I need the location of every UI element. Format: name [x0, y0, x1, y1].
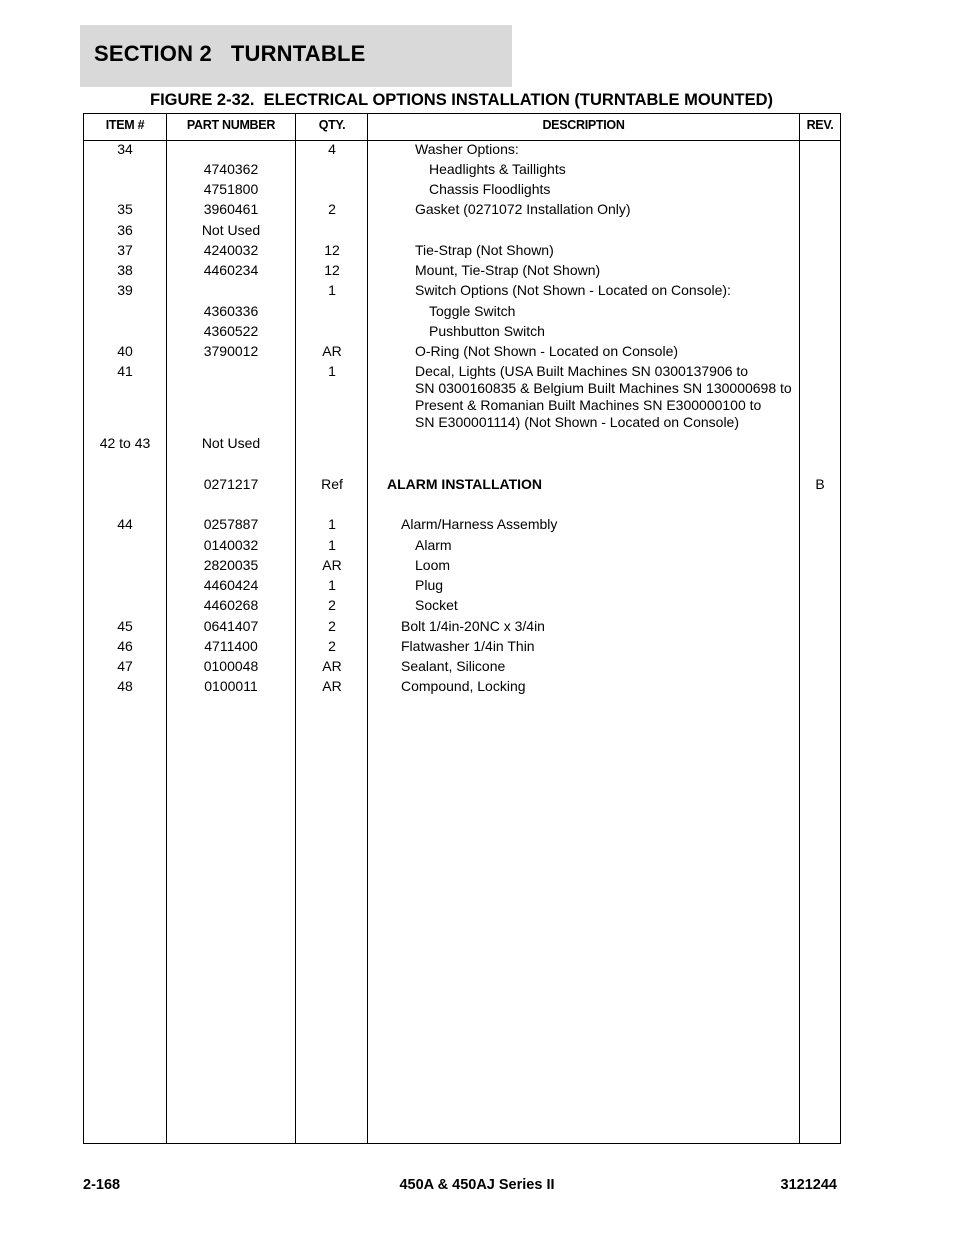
- description: Washer Options:: [415, 141, 519, 157]
- header-part-number: PART NUMBER: [186, 118, 276, 132]
- part-number: Not Used: [201, 222, 261, 238]
- part-number: 4740362: [203, 161, 259, 177]
- header-item: ITEM #: [105, 118, 145, 132]
- part-number: 0140032: [203, 537, 259, 553]
- description: Socket: [415, 597, 458, 613]
- quantity: 1: [328, 282, 336, 298]
- part-number: 0641407: [203, 618, 259, 634]
- figure-title: FIGURE 2-32. ELECTRICAL OPTIONS INSTALLATION (TURNTABLE MOUNTED): [149, 91, 774, 109]
- description: Sealant, Silicone: [401, 658, 506, 674]
- item-number: 37: [117, 242, 133, 258]
- item-number: 40: [117, 343, 133, 359]
- item-number: 42 to 43: [99, 435, 151, 451]
- quantity: AR: [322, 678, 342, 694]
- description: Alarm/Harness Assembly: [401, 516, 558, 532]
- description: Gasket (0271072 Installation Only): [415, 201, 631, 217]
- description: O-Ring (Not Shown - Located on Console): [415, 343, 679, 359]
- model-name: 450A & 450AJ Series II: [399, 1177, 555, 1193]
- item-number: 46: [117, 638, 133, 654]
- item-number: 47: [117, 658, 133, 674]
- quantity: Ref: [321, 476, 343, 492]
- item-number: 36: [117, 222, 133, 238]
- quantity: AR: [322, 557, 342, 573]
- column-divider: [799, 114, 800, 1143]
- quantity: 1: [328, 577, 336, 593]
- description: ALARM INSTALLATION: [387, 476, 543, 492]
- part-number: Not Used: [201, 435, 261, 451]
- description: Bolt 1/4in-20NC x 3/4in: [401, 618, 545, 634]
- description: Headlights & Taillights: [429, 161, 566, 177]
- description: Tie-Strap (Not Shown): [415, 242, 554, 258]
- header-rev: REV.: [806, 118, 834, 132]
- description: Chassis Floodlights: [429, 181, 551, 197]
- quantity: 2: [328, 618, 336, 634]
- description: Pushbutton Switch: [429, 323, 545, 339]
- item-number: 41: [117, 363, 133, 379]
- item-number: 45: [117, 618, 133, 634]
- quantity: 1: [328, 516, 336, 532]
- item-number: 39: [117, 282, 133, 298]
- quantity: AR: [322, 658, 342, 674]
- page-number: 2-168: [83, 1177, 121, 1193]
- item-number: 44: [117, 516, 133, 532]
- item-number: 35: [117, 201, 133, 217]
- description: Compound, Locking: [401, 678, 526, 694]
- part-number: 4751800: [203, 181, 259, 197]
- part-number: 4240032: [203, 242, 259, 258]
- quantity: 2: [328, 597, 336, 613]
- quantity: 1: [328, 363, 336, 379]
- revision: B: [815, 476, 825, 492]
- part-number: 0257887: [203, 516, 259, 532]
- description: Mount, Tie-Strap (Not Shown): [415, 262, 601, 278]
- header-qty: QTY.: [318, 118, 346, 132]
- part-number: 0100048: [203, 658, 259, 674]
- part-number: 2820035: [203, 557, 259, 573]
- description: Toggle Switch: [429, 303, 516, 319]
- description: Switch Options (Not Shown - Located on Console):: [415, 282, 731, 298]
- part-number: 3960461: [203, 201, 259, 217]
- part-number: 0100011: [204, 678, 258, 694]
- part-number: 4711400: [204, 638, 258, 654]
- description: Decal, Lights (USA Built Machines SN 0300137906 to SN 0300160835 & Belgium Built Machines SN 130000698 to Present & Romanian Built Machines SN E300000100 to SN E300001114) (Not Shown - Located on Console): [415, 363, 792, 430]
- quantity: 2: [328, 638, 336, 654]
- section-header: [80, 25, 512, 87]
- part-number: 4360522: [203, 323, 259, 339]
- part-number: 4460268: [203, 597, 259, 613]
- item-number: 34: [117, 141, 133, 157]
- part-number: 4460424: [203, 577, 259, 593]
- quantity: 4: [328, 141, 336, 157]
- part-number: 4460234: [203, 262, 259, 278]
- quantity: AR: [322, 343, 342, 359]
- part-number: 3790012: [203, 343, 259, 359]
- part-number: 0271217: [203, 476, 259, 492]
- description: Loom: [415, 557, 451, 573]
- quantity: 12: [324, 242, 340, 258]
- quantity: 1: [328, 537, 336, 553]
- section-title: SECTION 2 TURNTABLE: [94, 41, 366, 66]
- document-number: 3121244: [780, 1177, 837, 1193]
- header-description: DESCRIPTION: [542, 118, 625, 132]
- item-number: 38: [117, 262, 133, 278]
- description: Alarm: [415, 537, 452, 553]
- quantity: 12: [324, 262, 340, 278]
- parts-table: [83, 113, 841, 1144]
- item-number: 48: [117, 678, 133, 694]
- part-number: 4360336: [203, 303, 259, 319]
- description: Flatwasher 1/4in Thin: [401, 638, 535, 654]
- quantity: 2: [328, 201, 336, 217]
- description: Plug: [415, 577, 444, 593]
